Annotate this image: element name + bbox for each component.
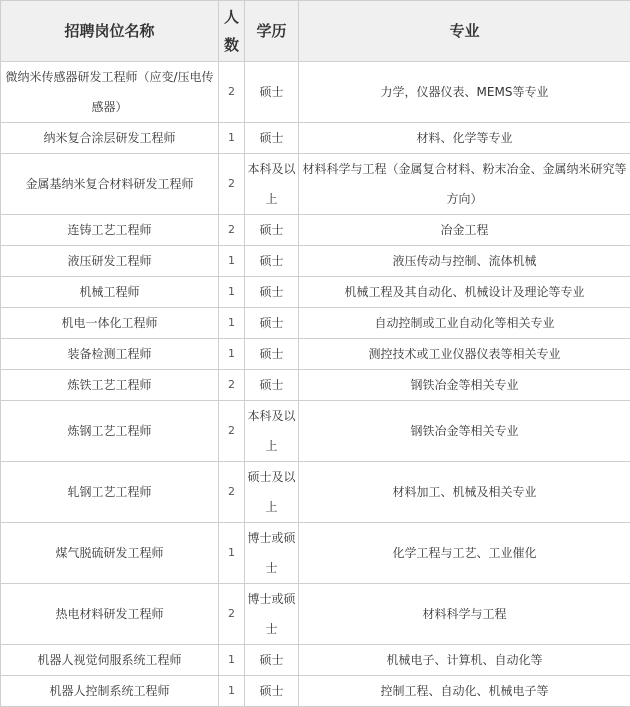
cell-position: 煤气脱硫研发工程师 bbox=[1, 523, 219, 584]
header-position: 招聘岗位名称 bbox=[1, 1, 219, 62]
cell-count: 1 bbox=[219, 308, 245, 339]
table-row bbox=[1, 523, 630, 584]
cell-education: 硕士 bbox=[245, 645, 299, 676]
cell-position: 液压研发工程师 bbox=[1, 246, 219, 277]
cell-count: 2 bbox=[219, 215, 245, 246]
table-row bbox=[1, 215, 630, 246]
table-row bbox=[1, 645, 630, 676]
cell-count: 2 bbox=[219, 154, 245, 215]
table-row bbox=[1, 676, 630, 707]
cell-major: 钢铁冶金等相关专业 bbox=[299, 370, 630, 401]
cell-count: 1 bbox=[219, 277, 245, 308]
cell-count: 2 bbox=[219, 401, 245, 462]
cell-position: 金属基纳米复合材料研发工程师 bbox=[1, 154, 219, 215]
cell-education: 硕士 bbox=[245, 215, 299, 246]
cell-count: 2 bbox=[219, 62, 245, 123]
cell-major: 材料科学与工程 bbox=[299, 584, 630, 645]
cell-count: 2 bbox=[219, 584, 245, 645]
cell-count: 1 bbox=[219, 676, 245, 707]
cell-count: 1 bbox=[219, 645, 245, 676]
table-row bbox=[1, 277, 630, 308]
cell-count: 1 bbox=[219, 246, 245, 277]
header-count: 人数 bbox=[219, 1, 245, 62]
cell-position: 微纳米传感器研发工程师（应变/压电传感器） bbox=[1, 62, 219, 123]
cell-education: 硕士 bbox=[245, 339, 299, 370]
cell-count: 1 bbox=[219, 123, 245, 154]
header-education: 学历 bbox=[245, 1, 299, 62]
cell-major: 机械工程及其自动化、机械设计及理论等专业 bbox=[299, 277, 630, 308]
cell-position: 热电材料研发工程师 bbox=[1, 584, 219, 645]
cell-count: 1 bbox=[219, 523, 245, 584]
cell-education: 硕士及以上 bbox=[245, 462, 299, 523]
cell-major: 钢铁冶金等相关专业 bbox=[299, 401, 630, 462]
cell-position: 炼铁工艺工程师 bbox=[1, 370, 219, 401]
cell-major: 机械电子、计算机、自动化等 bbox=[299, 645, 630, 676]
cell-position: 纳米复合涂层研发工程师 bbox=[1, 123, 219, 154]
cell-major: 测控技术或工业仪器仪表等相关专业 bbox=[299, 339, 630, 370]
cell-count: 2 bbox=[219, 462, 245, 523]
table-row bbox=[1, 462, 630, 523]
table-header-row bbox=[1, 1, 630, 62]
table-row bbox=[1, 584, 630, 645]
cell-major: 液压传动与控制、流体机械 bbox=[299, 246, 630, 277]
cell-education: 硕士 bbox=[245, 370, 299, 401]
cell-position: 连铸工艺工程师 bbox=[1, 215, 219, 246]
cell-position: 机器人视觉伺服系统工程师 bbox=[1, 645, 219, 676]
cell-major: 材料科学与工程（金属复合材料、粉末冶金、金属纳米研究等方向） bbox=[299, 154, 630, 215]
cell-count: 2 bbox=[219, 370, 245, 401]
cell-education: 博士或硕士 bbox=[245, 523, 299, 584]
cell-education: 硕士 bbox=[245, 308, 299, 339]
cell-position: 机电一体化工程师 bbox=[1, 308, 219, 339]
table-row bbox=[1, 154, 630, 215]
cell-position: 装备检测工程师 bbox=[1, 339, 219, 370]
cell-major: 材料、化学等专业 bbox=[299, 123, 630, 154]
table-row bbox=[1, 339, 630, 370]
table-row bbox=[1, 370, 630, 401]
cell-education: 本科及以上 bbox=[245, 401, 299, 462]
cell-major: 力学，仪器仪表、MEMS等专业 bbox=[299, 62, 630, 123]
table-row bbox=[1, 246, 630, 277]
cell-major: 控制工程、自动化、机械电子等 bbox=[299, 676, 630, 707]
cell-education: 硕士 bbox=[245, 246, 299, 277]
cell-education: 硕士 bbox=[245, 62, 299, 123]
cell-major: 自动控制或工业自动化等相关专业 bbox=[299, 308, 630, 339]
cell-position: 轧钢工艺工程师 bbox=[1, 462, 219, 523]
cell-education: 本科及以上 bbox=[245, 154, 299, 215]
cell-major: 冶金工程 bbox=[299, 215, 630, 246]
cell-position: 机械工程师 bbox=[1, 277, 219, 308]
table-row bbox=[1, 401, 630, 462]
table-row bbox=[1, 123, 630, 154]
table-row bbox=[1, 308, 630, 339]
cell-position: 机器人控制系统工程师 bbox=[1, 676, 219, 707]
header-major: 专业 bbox=[299, 1, 630, 62]
cell-major: 材料加工、机械及相关专业 bbox=[299, 462, 630, 523]
cell-position: 炼钢工艺工程师 bbox=[1, 401, 219, 462]
cell-education: 博士或硕士 bbox=[245, 584, 299, 645]
cell-major: 化学工程与工艺、工业催化 bbox=[299, 523, 630, 584]
cell-education: 硕士 bbox=[245, 277, 299, 308]
cell-education: 硕士 bbox=[245, 123, 299, 154]
cell-count: 1 bbox=[219, 339, 245, 370]
cell-education: 硕士 bbox=[245, 676, 299, 707]
table-row bbox=[1, 62, 630, 123]
